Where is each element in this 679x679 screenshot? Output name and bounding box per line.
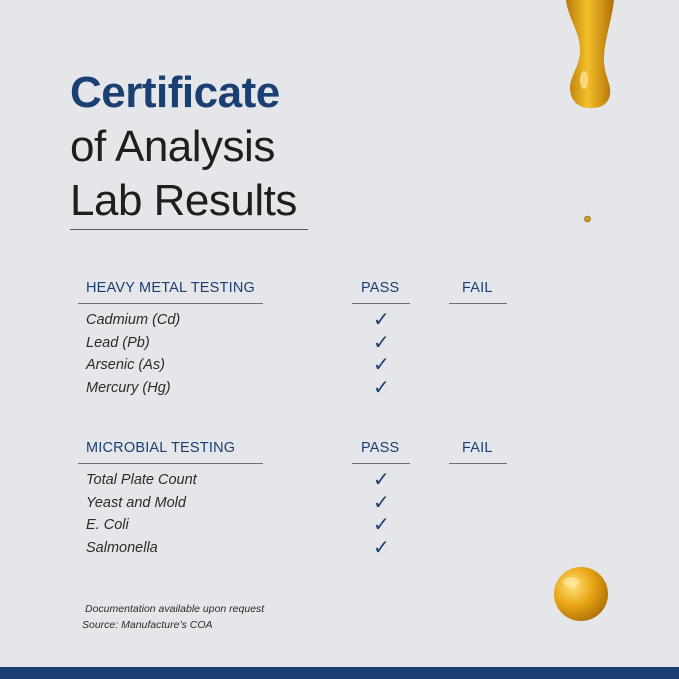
oil-drip-highlight <box>580 71 588 89</box>
result-row <box>78 493 508 516</box>
test-name: E. Coli <box>86 517 129 533</box>
pass-check-icon: ✓ <box>373 309 390 331</box>
oil-drip-top <box>566 0 614 108</box>
test-name: Mercury (Hg) <box>86 379 171 396</box>
heavy-metal-section <box>78 280 508 400</box>
test-name: Lead (Pb) <box>86 334 150 351</box>
test-name: Cadmium (Cd) <box>86 312 181 328</box>
result-rows <box>78 310 508 400</box>
footnotes <box>82 601 264 633</box>
section-header <box>78 280 508 308</box>
bottom-accent-bar <box>0 667 679 679</box>
pass-underline <box>352 303 410 304</box>
fail-underline <box>449 463 507 464</box>
pass-column-header: PASS <box>361 280 400 296</box>
result-rows <box>78 470 508 560</box>
pass-check-icon: ✓ <box>373 376 390 399</box>
result-row <box>78 333 508 356</box>
section-title-underline <box>78 303 263 304</box>
title-lab-results: Lab Results <box>70 176 297 225</box>
section-title: HEAVY METAL TESTING <box>86 280 255 296</box>
source-note: Source: Manufacture’s COA <box>82 619 213 631</box>
oil-droplet-large <box>554 567 608 621</box>
test-name: Arsenic (As) <box>86 357 165 373</box>
title-block <box>70 66 297 228</box>
result-row <box>78 310 508 333</box>
title-divider <box>70 229 308 230</box>
fail-column-header: FAIL <box>462 280 493 296</box>
pass-column-header: PASS <box>361 440 400 456</box>
pass-check-icon: ✓ <box>373 331 390 354</box>
result-row <box>78 378 508 401</box>
result-row <box>78 470 508 493</box>
documentation-note: Documentation available upon request <box>85 603 265 615</box>
pass-check-icon: ✓ <box>373 469 390 491</box>
oil-droplet-small <box>585 216 591 222</box>
section-title: MICROBIAL TESTING <box>86 440 236 456</box>
title-of-analysis: of Analysis <box>70 122 275 171</box>
pass-underline <box>352 463 410 464</box>
pass-check-icon: ✓ <box>373 354 390 376</box>
title-certificate: Certificate <box>70 68 280 117</box>
pass-check-icon: ✓ <box>373 514 390 536</box>
section-title-underline <box>78 463 263 464</box>
result-row <box>78 355 508 378</box>
result-row <box>78 515 508 538</box>
test-name: Yeast and Mold <box>86 494 186 511</box>
fail-underline <box>449 303 507 304</box>
pass-check-icon: ✓ <box>373 536 390 559</box>
test-name: Salmonella <box>86 539 158 556</box>
oil-droplet-highlight <box>563 577 579 587</box>
test-name: Total Plate Count <box>86 472 197 488</box>
pass-check-icon: ✓ <box>373 491 390 514</box>
fail-column-header: FAIL <box>462 440 493 456</box>
result-row <box>78 538 508 561</box>
section-header <box>78 440 508 468</box>
microbial-section <box>78 440 508 560</box>
